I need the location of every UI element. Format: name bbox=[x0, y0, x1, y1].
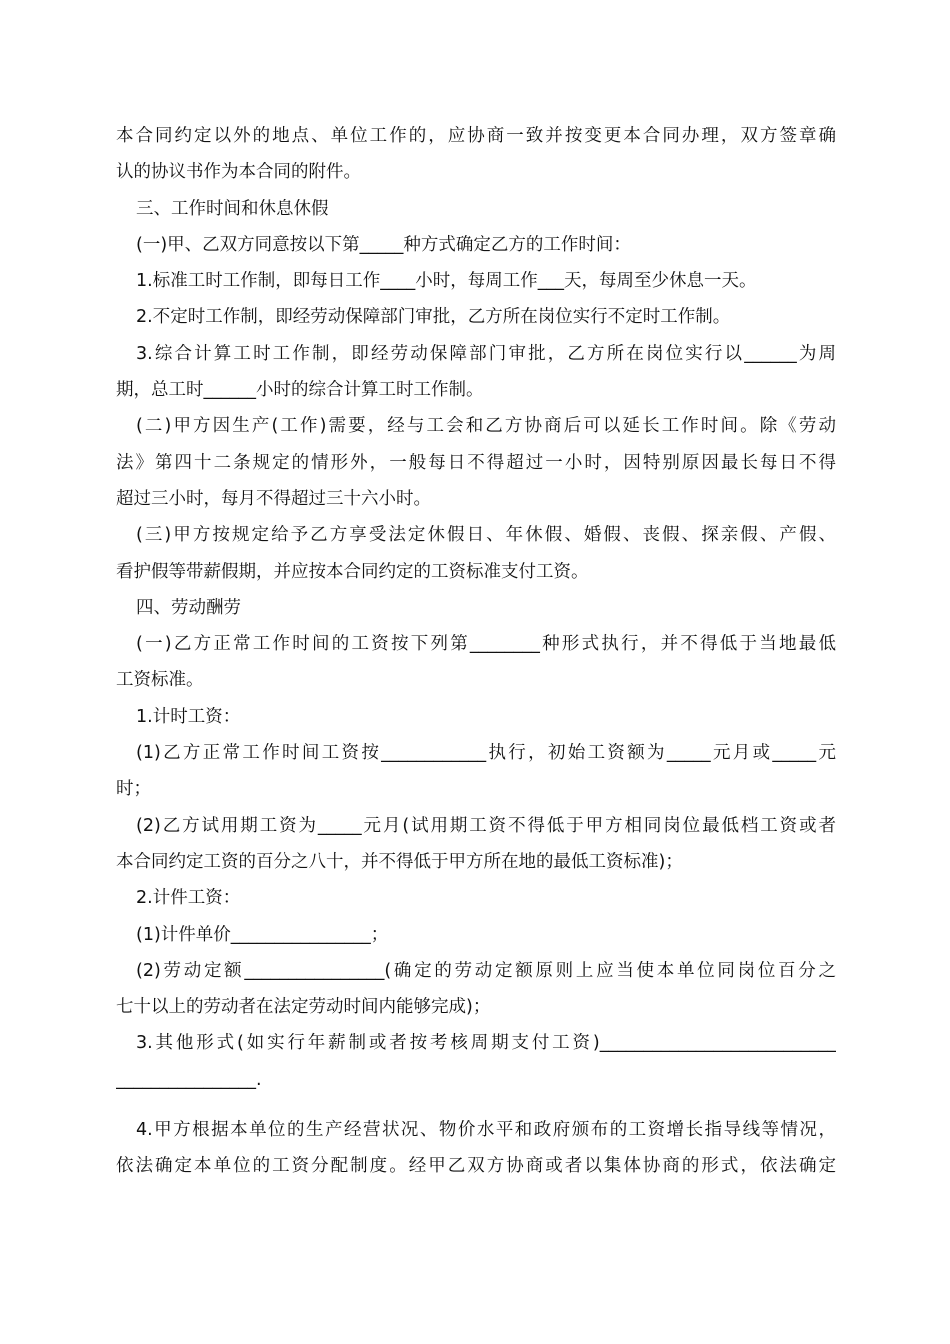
text-line: 三、工作时间和休息休假 bbox=[136, 198, 329, 219]
text-line: 超过三小时，每月不得超过三十六小时。 bbox=[116, 488, 431, 509]
text-line: 3.其他形式(如实行年薪制或者按考核周期支付工资)___________________________ bbox=[136, 1033, 836, 1054]
text-line: (2)乙方试用期工资为_____元月(试用期工资不得低于甲方相同岗位最低档工资或者 bbox=[136, 815, 836, 836]
text-line: (二)甲方因生产(工作)需要，经与工会和乙方协商后可以延长工作时间。除《劳动 bbox=[136, 416, 836, 437]
text-line: ________________. bbox=[116, 1069, 262, 1090]
text-line: 七十以上的劳动者在法定劳动时间内能够完成)； bbox=[116, 997, 491, 1018]
text-line: 4.甲方根据本单位的生产经营状况、物价水平和政府颁布的工资增长指导线等情况， bbox=[136, 1120, 836, 1141]
text-line: 工资标准。 bbox=[116, 670, 204, 691]
text-line: 3.综合计算工时工作制，即经劳动保障部门审批，乙方所在岗位实行以______为周 bbox=[136, 343, 836, 364]
text-line: 四、劳动酬劳 bbox=[136, 597, 241, 618]
text-line: 看护假等带薪假期，并应按本合同约定的工资标准支付工资。 bbox=[116, 561, 589, 582]
text-line: 时； bbox=[116, 779, 151, 800]
text-line: 认的协议书作为本合同的附件。 bbox=[116, 162, 361, 183]
text-line: (1)计件单价________________； bbox=[136, 924, 389, 945]
text-line: 1.标准工时工作制，即每日工作____小时，每周工作___天，每周至少休息一天。 bbox=[136, 271, 757, 292]
text-line: 2.不定时工作制，即经劳动保障部门审批，乙方所在岗位实行不定时工作制。 bbox=[136, 307, 731, 328]
text-line: 2.计件工资： bbox=[136, 888, 241, 909]
text-line: 法》第四十二条规定的情形外，一般每日不得超过一小时，因特别原因最长每日不得 bbox=[116, 452, 836, 473]
text-line: (三)甲方按规定给予乙方享受法定休假日、年休假、婚假、丧假、探亲假、产假、 bbox=[136, 525, 836, 546]
text-line: 本合同约定以外的地点、单位工作的，应协商一致并按变更本合同办理，双方签章确 bbox=[116, 126, 836, 146]
text-line: (一)甲、乙双方同意按以下第_____种方式确定乙方的工作时间： bbox=[136, 234, 631, 255]
text-line: 期，总工时______小时的综合计算工时工作制。 bbox=[116, 380, 484, 401]
text-line: 依法确定本单位的工资分配制度。经甲乙双方协商或者以集体协商的形式，依法确定 bbox=[116, 1156, 836, 1177]
document-page bbox=[116, 118, 836, 1185]
text-line: (1)乙方正常工作时间工资按____________执行，初始工资额为_____元月或_____元 bbox=[136, 743, 836, 764]
text-line: 本合同约定工资的百分之八十，并不得低于甲方所在地的最低工资标准)； bbox=[116, 851, 683, 872]
text-line: 1.计时工资： bbox=[136, 706, 241, 727]
text-line: (一)乙方正常工作时间的工资按下列第________种形式执行，并不得低于当地最低 bbox=[136, 634, 836, 655]
text-line: (2)劳动定额________________(确定的劳动定额原则上应当使本单位同岗位百分之 bbox=[136, 960, 836, 981]
